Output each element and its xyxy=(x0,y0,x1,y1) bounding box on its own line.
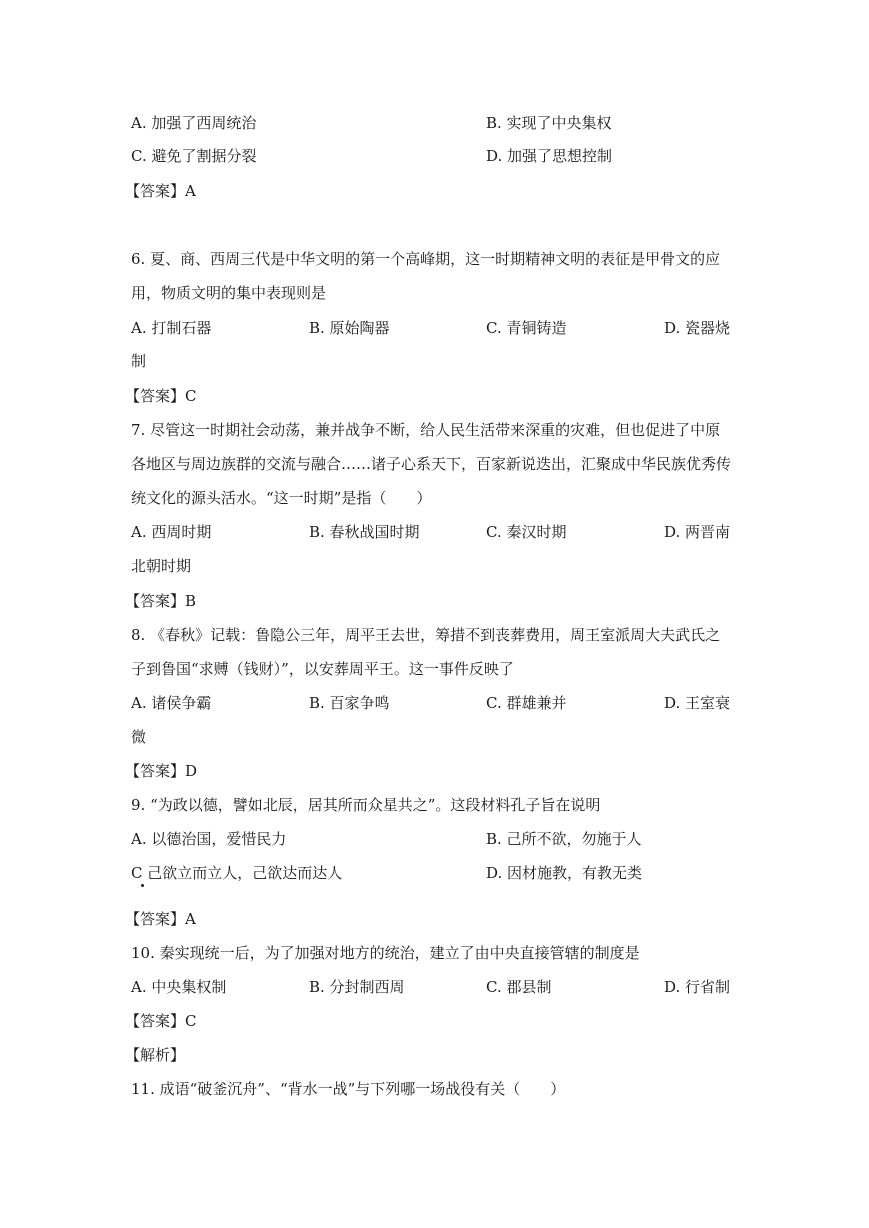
q8-option-b: B. 百家争鸣 xyxy=(309,694,390,712)
q9-option-b: B. 己所不欲，勿施于人 xyxy=(486,830,642,848)
q7-stem-line-3: 统文化的源头活水。“这一时期”是指（ ） xyxy=(131,489,432,507)
q6-option-c: C. 青铜铸造 xyxy=(486,319,567,337)
q6-option-b: B. 原始陶器 xyxy=(309,319,390,337)
q9-option-c: C 己欲立而立人，己欲达而达人 xyxy=(131,864,343,882)
q8-option-d: D. 王室衰 xyxy=(664,694,731,712)
q7-option-a: A. 西周时期 xyxy=(131,523,212,541)
q10-stem-line-1: 10. 秦实现统一后，为了加强对地方的统治，建立了由中央直接管辖的制度是 xyxy=(131,944,640,962)
q8-option-d-wrap: 微 xyxy=(131,728,147,746)
q7-stem-line-1: 7. 尽管这一时期社会动荡，兼并战争不断，给人民生活带来深重的灾难，但也促进了中原 xyxy=(131,421,721,439)
q8-stem-line-2: 子到鲁国“求赙（钱财）”，以安葬周平王。这一事件反映了 xyxy=(131,660,514,678)
q8-answer: 【答案】D xyxy=(125,762,198,780)
q8-option-c: C. 群雄兼并 xyxy=(486,694,567,712)
q9-stem-line-1: 9. “为政以德，譬如北辰，居其所而众星共之”。这段材料孔子旨在说明 xyxy=(131,796,601,814)
q7-option-d: D. 两晋南 xyxy=(664,523,731,541)
q9-option-a: A. 以德治国，爱惜民力 xyxy=(131,830,287,848)
q6-option-a: A. 打制石器 xyxy=(131,319,212,337)
q5-option-c: C. 避免了割据分裂 xyxy=(131,147,257,165)
q7-option-b: B. 春秋战国时期 xyxy=(309,523,420,541)
q6-answer: 【答案】C xyxy=(125,387,197,405)
q10-analysis: 【解析】 xyxy=(125,1046,186,1064)
q7-option-d-wrap: 北朝时期 xyxy=(131,557,192,575)
q7-answer: 【答案】B xyxy=(125,592,197,610)
q10-answer: 【答案】C xyxy=(125,1012,197,1030)
q9-option-d: D. 因材施教，有教无类 xyxy=(486,864,643,882)
q10-option-c: C. 郡县制 xyxy=(486,978,552,996)
q8-option-a: A. 诸侯争霸 xyxy=(131,694,212,712)
q5-option-d: D. 加强了思想控制 xyxy=(486,147,613,165)
q5-option-a: A. 加强了西周统治 xyxy=(131,114,257,132)
q7-stem-line-2: 各地区与周边族群的交流与融合……诸子心系天下，百家新说迭出，汇聚成中华民族优秀传 xyxy=(131,455,732,473)
q7-option-c: C. 秦汉时期 xyxy=(486,523,567,541)
q10-option-b: B. 分封制西周 xyxy=(309,978,405,996)
q10-option-a: A. 中央集权制 xyxy=(131,978,227,996)
q9-option-c-dot xyxy=(141,884,144,887)
q5-option-b: B. 实现了中央集权 xyxy=(486,114,612,132)
q6-stem-line-1: 6. 夏、商、西周三代是中华文明的第一个高峰期，这一时期精神文明的表征是甲骨文的应 xyxy=(131,250,721,268)
q5-answer: 【答案】A xyxy=(125,182,196,200)
q10-option-d: D. 行省制 xyxy=(664,978,731,996)
q6-option-d-wrap: 制 xyxy=(131,352,147,370)
q6-option-d: D. 瓷器烧 xyxy=(664,319,731,337)
q9-answer: 【答案】A xyxy=(125,910,196,928)
q8-stem-line-1: 8. 《春秋》记载：鲁隐公三年，周平王去世，筹措不到丧葬费用，周王室派周大夫武氏之 xyxy=(131,626,721,644)
q11-stem-line-1: 11. 成语“破釜沉舟”、“背水一战”与下列哪一场战役有关（ ） xyxy=(131,1080,566,1098)
q6-stem-line-2: 用，物质文明的集中表现则是 xyxy=(131,284,327,302)
